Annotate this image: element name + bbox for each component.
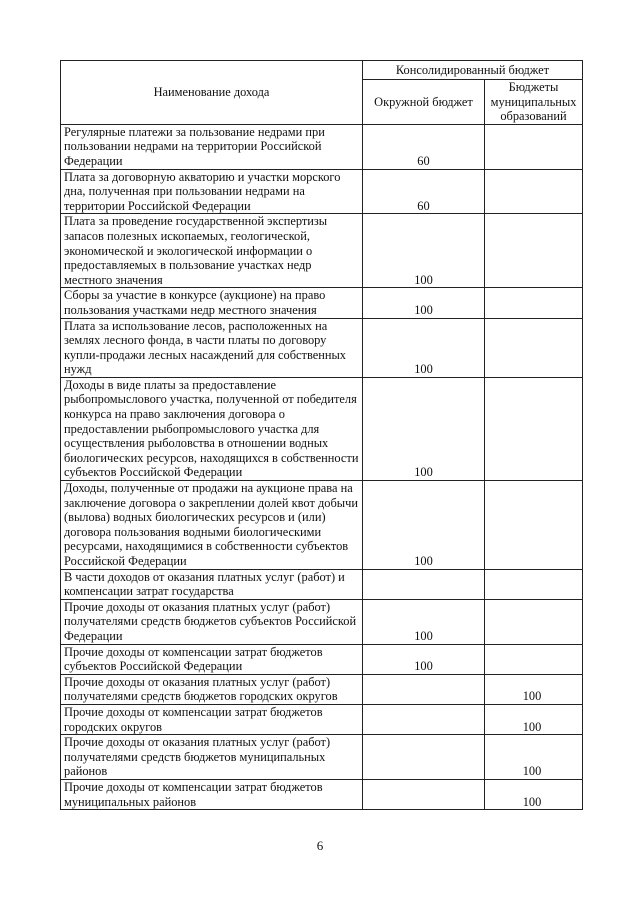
- revenue-table: [60, 60, 583, 810]
- header-consolidated-budget: Консолидированный бюджет: [363, 61, 583, 80]
- district-budget-cell: [363, 779, 485, 809]
- table-row: [61, 674, 583, 704]
- header-row-1: [61, 61, 583, 80]
- district-budget-cell: 100: [363, 288, 485, 318]
- revenue-name-cell: Прочие доходы от компенсации затрат бюджетов субъектов Российской Федерации: [61, 644, 363, 674]
- district-budget-cell: 100: [363, 214, 485, 288]
- district-budget-cell: 100: [363, 644, 485, 674]
- header-name: Наименование дохода: [61, 61, 363, 125]
- table-row: [61, 779, 583, 809]
- municipal-budget-cell: [485, 288, 583, 318]
- revenue-name-cell: В части доходов от оказания платных услуг (работ) и компенсации затрат государства: [61, 569, 363, 599]
- revenue-name-cell: Доходы в виде платы за предоставление рыбопромыслового участка, полученной от победителя конкурса на право заключения договора о предоставлении рыбопромыслового участка для осуществления рыболовства в отношении водных биологических ресурсов, находящихся в собственности субъектов Российской Федерации: [61, 377, 363, 480]
- district-budget-cell: 100: [363, 318, 485, 377]
- revenue-name-cell: Сборы за участие в конкурсе (аукционе) на право пользования участками недр местного значения: [61, 288, 363, 318]
- header-municipal-budgets: Бюджеты муниципальных образований: [485, 80, 583, 125]
- revenue-name-cell: Плата за договорную акваторию и участки морского дна, полученная при пользовании недрами на территории Российской Федерации: [61, 169, 363, 214]
- table-row: [61, 599, 583, 644]
- table-row: [61, 169, 583, 214]
- municipal-budget-cell: [485, 377, 583, 480]
- municipal-budget-cell: [485, 169, 583, 214]
- district-budget-cell: 60: [363, 169, 485, 214]
- table-row: [61, 318, 583, 377]
- table-row: [61, 288, 583, 318]
- table-row: [61, 214, 583, 288]
- municipal-budget-cell: [485, 214, 583, 288]
- revenue-name-cell: Прочие доходы от оказания платных услуг (работ) получателями средств бюджетов муниципальных районов: [61, 735, 363, 780]
- revenue-name-cell: Регулярные платежи за пользование недрами при пользовании недрами на территории Российской Федерации: [61, 124, 363, 169]
- district-budget-cell: 100: [363, 599, 485, 644]
- revenue-name-cell: Плата за проведение государственной экспертизы запасов полезных ископаемых, геологической, экономической и экологической информации о предоставляемых в пользование участках недр местного значения: [61, 214, 363, 288]
- revenue-name-cell: Прочие доходы от компенсации затрат бюджетов городских округов: [61, 704, 363, 734]
- table-row: [61, 644, 583, 674]
- revenue-name-cell: Прочие доходы от компенсации затрат бюджетов муниципальных районов: [61, 779, 363, 809]
- district-budget-cell: [363, 704, 485, 734]
- municipal-budget-cell: [485, 569, 583, 599]
- municipal-budget-cell: [485, 481, 583, 570]
- revenue-name-cell: Доходы, полученные от продажи на аукционе права на заключение договора о закреплении долей квот добычи (вылова) водных биологических ресурсов и (или) договора пользования водными биологическими ресурсами, находящимися в собственности субъектов Российской Федерации: [61, 481, 363, 570]
- district-budget-cell: 100: [363, 481, 485, 570]
- municipal-budget-cell: 100: [485, 735, 583, 780]
- table-row: [61, 124, 583, 169]
- table-row: [61, 735, 583, 780]
- table-row: [61, 569, 583, 599]
- revenue-name-cell: Прочие доходы от оказания платных услуг (работ) получателями средств бюджетов субъектов Российской Федерации: [61, 599, 363, 644]
- table-row: [61, 377, 583, 480]
- district-budget-cell: [363, 674, 485, 704]
- municipal-budget-cell: 100: [485, 704, 583, 734]
- district-budget-cell: 100: [363, 377, 485, 480]
- district-budget-cell: [363, 569, 485, 599]
- header-district-budget: Окружной бюджет: [363, 80, 485, 125]
- revenue-name-cell: Прочие доходы от оказания платных услуг (работ) получателями средств бюджетов городских округов: [61, 674, 363, 704]
- page-number: 6: [316, 838, 324, 853]
- municipal-budget-cell: [485, 599, 583, 644]
- table-row: [61, 481, 583, 570]
- table-row: [61, 704, 583, 734]
- municipal-budget-cell: 100: [485, 779, 583, 809]
- revenue-name-cell: Плата за использование лесов, расположенных на землях лесного фонда, в части платы по договору купли-продажи лесных насаждений для собственных нужд: [61, 318, 363, 377]
- municipal-budget-cell: 100: [485, 674, 583, 704]
- municipal-budget-cell: [485, 124, 583, 169]
- district-budget-cell: 60: [363, 124, 485, 169]
- municipal-budget-cell: [485, 644, 583, 674]
- district-budget-cell: [363, 735, 485, 780]
- municipal-budget-cell: [485, 318, 583, 377]
- table-body: [61, 124, 583, 809]
